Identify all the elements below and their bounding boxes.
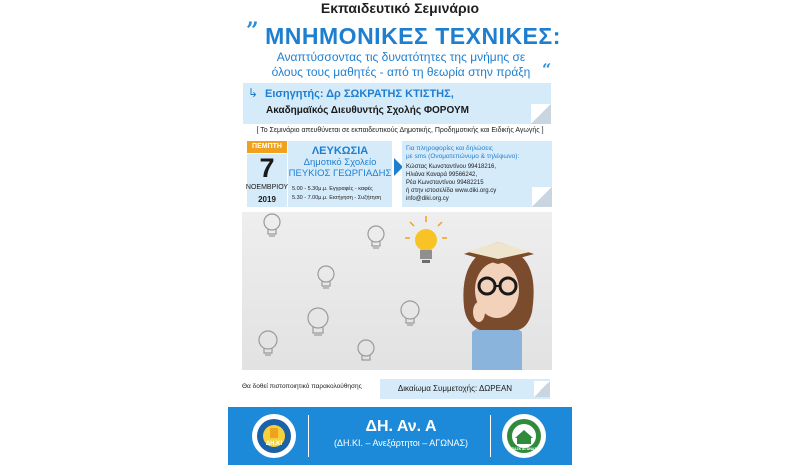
info-heading-1: Για πληροφορίες και δηλώσεις <box>406 145 493 152</box>
date-day: 7 <box>259 153 275 183</box>
venue-city: ΛΕΥΚΩΣΙΑ <box>311 145 369 157</box>
girl-figure <box>463 242 534 370</box>
venue-school <box>288 158 392 179</box>
subtitle-line-1: Αναπτύσσοντας τις δυνατότητες της μνήμης σε <box>276 50 526 64</box>
speaker-role: Ακαδημαϊκός Διευθυντής Σχολής ΦΟΡΟΥΜ <box>266 105 469 116</box>
participation-fee: Δικαίωμα Συμμετοχής: ΔΩΡΕΑΝ <box>397 384 513 393</box>
lit-bulb-icon <box>405 216 447 263</box>
speaker-name: Εισηγητής: Δρ ΣΩΚΡΑΤΗΣ ΚΤΙΣΤΗΣ, <box>265 88 454 100</box>
poster-subtitle <box>246 50 556 80</box>
contact-line: Ηλιάνα Καναρά 99566242, <box>406 172 478 178</box>
contact-website[interactable]: ή στην ιστοσελίδα www.diki.org.cy <box>406 188 497 194</box>
footer-title: ΔΗ. Αν. Α <box>365 418 437 435</box>
pask-agonas-emblem-icon <box>502 414 546 458</box>
page-curl-icon <box>531 104 551 124</box>
open-quote-icon: ” <box>246 18 259 44</box>
schedule-item: 5.30 - 7.00μ.μ. Εισήγηση - Συζήτηση <box>292 195 382 201</box>
school-line-2: ΠΕΥΚΙΟΣ ΓΕΩΡΓΙΑΔΗΣ <box>288 167 392 179</box>
page-curl-icon <box>534 381 550 397</box>
seminar-poster <box>228 0 572 465</box>
girl-with-bulbs-illustration <box>242 212 552 370</box>
dhki-logo-text: ΔΗ.ΚΙ <box>265 441 283 447</box>
pask-agonas-logo <box>502 414 546 458</box>
school-line-1: Δημοτικό Σχολείο <box>303 157 377 168</box>
date-year: 2019 <box>258 195 276 204</box>
lightbulb-outline-icons <box>259 214 419 360</box>
date-month: ΝΟΕΜΒΡΙΟΥ <box>245 184 289 191</box>
page-curl-icon <box>532 187 552 207</box>
day-badge: ΠΕΜΠΤΗ <box>247 141 287 153</box>
audience-note: [ Το Σεμινάριο απευθύνεται σε εκπαιδευτικούς Δημοτικής, Προδημοτικής και Ειδικής Αγωγής ] <box>256 127 544 134</box>
dhki-logo <box>252 414 296 458</box>
poster-title: ΜΝΗΜΟΝΙΚΕΣ ΤΕΧΝΙΚΕΣ: <box>265 23 561 49</box>
return-arrow-icon: ↳ <box>248 86 259 100</box>
poster-kicker: Εκπαιδευτικό Σεμινάριο <box>320 0 480 16</box>
footer-subtitle: (ΔΗ.ΚΙ. – Ανεξάρτητοι – ΑΓΩΝΑΣ) <box>333 438 469 448</box>
contact-email[interactable]: info@diki.org.cy <box>406 196 449 202</box>
certificate-note: Θα δοθεί πιστοποιητικό παρακολούθησης <box>242 383 362 390</box>
close-quote-icon: “ <box>542 60 552 79</box>
subtitle-line-2: όλους τους μαθητές - από τη θεωρία στην πράξη <box>271 65 531 79</box>
contact-line: Κώστας Κωνσταντίνου 99418216, <box>406 164 497 170</box>
schedule-item: 5.00 - 5.30μ.μ. Εγγραφές - καφές <box>292 186 373 192</box>
info-heading-2: με sms (Ονοματεπώνυμο & τηλέφωνο): <box>406 153 520 160</box>
pask-logo-text: ΠΑΣΚ ΑΓΩΝΑΣ <box>511 447 537 451</box>
hero-photo <box>242 212 552 370</box>
contact-line: Ρέα Κωνσταντίνου 99482215 <box>406 180 484 186</box>
footer-divider <box>308 415 309 457</box>
footer-divider <box>490 415 491 457</box>
dhki-emblem-icon <box>252 414 296 458</box>
